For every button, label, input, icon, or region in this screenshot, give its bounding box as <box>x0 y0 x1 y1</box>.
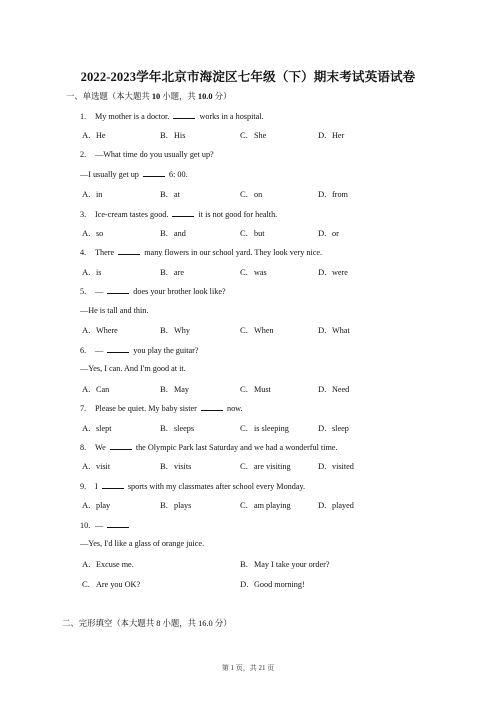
option-letter: A. <box>82 228 91 238</box>
option-text: He <box>96 131 106 140</box>
question-text: We <box>95 443 108 452</box>
section-suffix: 分） <box>212 92 232 101</box>
option-letter: D. <box>318 500 327 510</box>
section-heading-single-choice <box>66 90 231 102</box>
option-text: Can <box>96 385 110 394</box>
option-letter: B. <box>160 130 168 140</box>
question-stem <box>80 442 338 452</box>
option-letter: B. <box>160 384 168 394</box>
question-number: 9. <box>80 482 87 491</box>
answer-blank <box>107 520 129 528</box>
option-letter: C. <box>82 579 90 589</box>
answer-blank <box>110 442 132 450</box>
answer-blank <box>173 111 195 119</box>
question-number: 8. <box>80 443 87 452</box>
option-text: Excuse me. <box>96 560 134 569</box>
answer-option[interactable] <box>240 325 274 335</box>
question-stem <box>80 111 264 121</box>
question-text: does your brother look like? <box>131 287 226 296</box>
option-letter: D. <box>318 228 327 238</box>
answer-option[interactable] <box>318 423 349 433</box>
option-text: She <box>254 131 267 140</box>
answer-option[interactable] <box>160 500 191 510</box>
question-number: 4. <box>80 248 87 257</box>
question-text: — <box>95 346 106 355</box>
option-letter: C. <box>240 189 248 199</box>
option-letter: A. <box>82 189 91 199</box>
question-reply <box>80 169 188 179</box>
question-stem <box>80 520 131 530</box>
answer-option[interactable] <box>160 423 194 433</box>
question-number: 3. <box>80 210 87 219</box>
option-text: or <box>332 229 339 238</box>
answer-option[interactable] <box>82 130 106 140</box>
option-text: is sleeping <box>254 424 289 433</box>
question-text: Please be quiet. My baby sister <box>95 404 199 413</box>
option-letter: A. <box>82 423 91 433</box>
option-text: When <box>254 326 274 335</box>
option-letter: C. <box>240 461 248 471</box>
option-letter: A. <box>82 325 91 335</box>
option-text: at <box>174 190 180 199</box>
answer-option[interactable] <box>160 189 180 199</box>
question-number: 5. <box>80 287 87 296</box>
option-text: from <box>332 190 348 199</box>
answer-option[interactable] <box>240 461 291 471</box>
answer-option[interactable] <box>240 559 329 569</box>
question-text: sports with my classmates after school every Monday. <box>125 482 306 491</box>
option-text: were <box>332 268 348 277</box>
question-stem <box>80 345 199 355</box>
page-footer: 第 1 页，共 21 页 <box>221 664 275 672</box>
option-letter: D. <box>240 579 249 589</box>
option-text: His <box>174 131 186 140</box>
answer-blank <box>118 247 140 255</box>
question-stem <box>80 286 226 296</box>
option-text: played <box>332 501 354 510</box>
option-letter: B. <box>160 228 168 238</box>
option-letter: A. <box>82 130 91 140</box>
answer-blank <box>143 169 165 177</box>
option-letter: D. <box>318 384 327 394</box>
answer-option[interactable] <box>160 267 184 277</box>
answer-option[interactable] <box>240 130 266 140</box>
option-letter: C. <box>240 130 248 140</box>
question-text: My mother is a doctor. <box>95 112 172 121</box>
option-letter: B. <box>160 267 168 277</box>
question-reply <box>80 306 148 315</box>
answer-blank <box>102 481 124 489</box>
option-text: Need <box>332 385 350 394</box>
answer-option[interactable] <box>318 461 354 471</box>
answer-blank <box>172 209 194 217</box>
question-number: 2. <box>80 150 87 159</box>
option-letter: D. <box>318 461 327 471</box>
section-count: 10 <box>151 92 161 101</box>
question-text: the Olympic Park last Saturday and we had a wonderful time. <box>133 443 338 452</box>
option-letter: C. <box>240 423 248 433</box>
answer-option[interactable] <box>318 500 354 510</box>
option-text: are <box>174 268 184 277</box>
answer-option[interactable] <box>318 384 349 394</box>
question-stem <box>80 150 214 159</box>
question-stem <box>80 209 277 219</box>
option-letter: C. <box>240 500 248 510</box>
option-text: am playing <box>254 501 291 510</box>
question-text: many flowers in our school yard. They look very nice. <box>142 248 323 257</box>
answer-option[interactable] <box>240 423 289 433</box>
answer-option[interactable] <box>82 325 118 335</box>
answer-option[interactable] <box>160 461 191 471</box>
answer-blank <box>107 345 129 353</box>
option-letter: B. <box>160 189 168 199</box>
option-text: in <box>96 190 103 199</box>
answer-option[interactable] <box>240 384 271 394</box>
question-number: 6. <box>80 346 87 355</box>
option-text: Must <box>254 385 271 394</box>
answer-option[interactable] <box>240 267 267 277</box>
option-text: play <box>96 501 111 510</box>
option-letter: B. <box>160 500 168 510</box>
answer-blank <box>201 403 223 411</box>
answer-option[interactable] <box>82 559 134 569</box>
option-text: May <box>174 385 190 394</box>
answer-option[interactable] <box>82 267 101 277</box>
answer-option[interactable] <box>160 325 190 335</box>
option-text: May I take your order? <box>254 560 330 569</box>
option-text: visit <box>96 462 111 471</box>
answer-option[interactable] <box>82 228 103 238</box>
option-letter: D. <box>318 189 327 199</box>
question-text: — <box>95 521 106 530</box>
option-text: Where <box>96 326 118 335</box>
question-reply <box>80 364 186 373</box>
answer-blank <box>107 286 129 294</box>
section-score: 10.0 <box>197 92 213 101</box>
option-letter: C. <box>240 228 248 238</box>
question-number: 10. <box>80 521 91 530</box>
answer-option[interactable] <box>160 130 185 140</box>
option-text: but <box>254 229 265 238</box>
option-letter: D. <box>318 423 327 433</box>
option-letter: B. <box>160 325 168 335</box>
option-letter: A. <box>82 267 91 277</box>
option-letter: B. <box>160 461 168 471</box>
option-text: is <box>96 268 102 277</box>
question-text: I <box>95 482 100 491</box>
option-text: visits <box>174 462 192 471</box>
question-number: 1. <box>80 112 87 121</box>
question-stem <box>80 481 305 491</box>
option-text: on <box>254 190 263 199</box>
option-letter: A. <box>82 559 91 569</box>
question-text: There <box>95 248 117 257</box>
option-letter: D. <box>318 267 327 277</box>
answer-option[interactable] <box>318 189 348 199</box>
option-text: slept <box>96 424 112 433</box>
option-letter: C. <box>240 267 248 277</box>
option-text: plays <box>174 501 192 510</box>
section-prefix: 一、单选题（本大题共 <box>66 92 152 101</box>
answer-option[interactable] <box>318 228 339 238</box>
section-heading-cloze: 二、完形填空（本大题共 8 小题，共 16.0 分） <box>62 619 232 628</box>
option-text: visited <box>332 462 354 471</box>
question-text: you play the guitar? <box>131 346 199 355</box>
question-reply <box>80 539 204 548</box>
option-text: so <box>96 229 104 238</box>
option-text: sleeps <box>174 424 195 433</box>
option-text: What <box>332 326 350 335</box>
reply-text: 6: 00. <box>166 170 188 179</box>
answer-option[interactable] <box>240 189 262 199</box>
option-letter: D. <box>318 130 327 140</box>
question-stem <box>80 403 243 413</box>
question-text: —What time do you usually get up? <box>95 150 214 159</box>
answer-option[interactable] <box>240 500 291 510</box>
answer-option[interactable] <box>82 384 109 394</box>
answer-option[interactable] <box>240 579 305 589</box>
section-mid: 小题，共 <box>160 92 198 101</box>
question-text: — <box>95 287 106 296</box>
option-text: Her <box>332 131 345 140</box>
option-text: are visiting <box>254 462 291 471</box>
option-letter: D. <box>318 325 327 335</box>
reply-text: —Yes, I can. And I'm good at it. <box>80 364 186 373</box>
reply-text: —Yes, I'd like a glass of orange juice. <box>80 539 205 548</box>
option-letter: C. <box>240 325 248 335</box>
question-stem <box>80 247 322 257</box>
reply-text: —I usually get up <box>80 170 141 179</box>
answer-option[interactable] <box>318 325 350 335</box>
option-letter: B. <box>240 559 248 569</box>
question-text: works in a hospital. <box>197 112 264 121</box>
question-text: Ice-cream tastes good. <box>95 210 171 219</box>
answer-option[interactable] <box>82 423 111 433</box>
page-title: 2022-2023学年北京市海淀区七年级（下）期末考试英语试卷 <box>80 70 416 84</box>
option-text: sleep <box>332 424 349 433</box>
answer-option[interactable] <box>82 461 110 471</box>
option-letter: B. <box>160 423 168 433</box>
option-text: Good morning! <box>254 580 305 589</box>
option-letter: A. <box>82 500 91 510</box>
reply-text: —He is tall and thin. <box>80 306 149 315</box>
answer-option[interactable] <box>82 189 102 199</box>
option-letter: A. <box>82 461 91 471</box>
question-text: now. <box>224 404 243 413</box>
option-letter: A. <box>82 384 91 394</box>
answer-option[interactable] <box>318 130 344 140</box>
answer-option[interactable] <box>82 500 110 510</box>
option-text: and <box>174 229 186 238</box>
question-number: 7. <box>80 404 87 413</box>
answer-option[interactable] <box>318 267 348 277</box>
question-text: it is not good for health. <box>196 210 278 219</box>
answer-option[interactable] <box>160 384 189 394</box>
answer-option[interactable] <box>240 228 264 238</box>
answer-option[interactable] <box>82 579 140 589</box>
option-letter: C. <box>240 384 248 394</box>
answer-option[interactable] <box>160 228 186 238</box>
option-text: was <box>254 268 267 277</box>
option-text: Are you OK? <box>96 580 141 589</box>
option-text: Why <box>174 326 190 335</box>
